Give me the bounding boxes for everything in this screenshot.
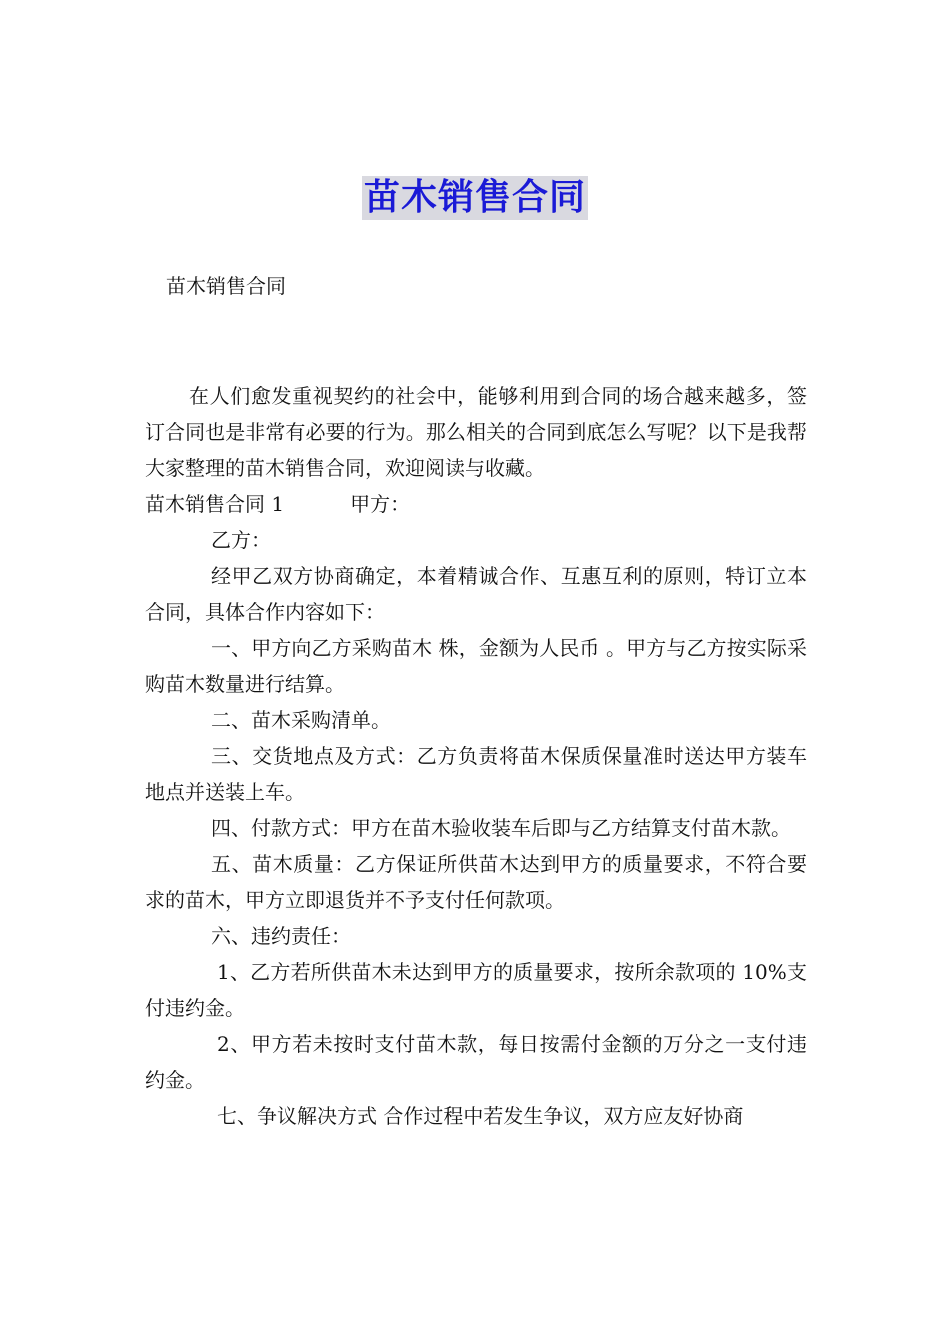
party-a-label: 甲方： xyxy=(350,492,411,516)
clause-paragraph: 三、交货地点及方式：乙方负责将苗木保质保量准时送达甲方装车地点并送装上车。 xyxy=(145,744,807,804)
title-container xyxy=(0,176,950,220)
clause-paragraph: 一、甲方向乙方采购苗木 株，金额为人民币 。甲方与乙方按实际采购苗木数量进行结算。 xyxy=(145,636,807,696)
clause-paragraph: 1、乙方若所供苗木未达到甲方的质量要求，按所余款项的 10%支付违约金。 xyxy=(145,960,807,1020)
intro-paragraph: 在人们愈发重视契约的社会中，能够利用到合同的场合越来越多，签订合同也是非常有必要的行为。那么相关的合同到底怎么写呢？以下是我帮大家整理的苗木销售合同，欢迎阅读与收藏。 xyxy=(145,384,807,480)
clause-paragraph: 六、违约责任： xyxy=(211,924,351,948)
clause-paragraph: 二、苗木采购清单。 xyxy=(211,708,391,732)
document-subtitle: 苗木销售合同 xyxy=(166,274,286,298)
contract-heading: 苗木销售合同 1 xyxy=(145,492,285,516)
party-b-label: 乙方： xyxy=(211,528,271,552)
clause-paragraph: 2、甲方若未按时支付苗木款，每日按需付金额的万分之一支付违约金。 xyxy=(145,1032,807,1092)
contract-heading-line xyxy=(145,486,807,522)
clause-paragraph: 四、付款方式：甲方在苗木验收装车后即与乙方结算支付苗木款。 xyxy=(211,816,791,840)
clause-paragraph: 七、争议解决方式 合作过程中若发生争议，双方应友好协商 xyxy=(217,1104,744,1128)
document-title: 苗木销售合同 xyxy=(363,177,586,218)
clause-paragraph: 五、苗木质量：乙方保证所供苗木达到甲方的质量要求，不符合要求的苗木，甲方立即退货并不予支付任何款项。 xyxy=(145,852,807,912)
document-body xyxy=(145,378,807,1134)
clause-paragraph: 经甲乙双方协商确定，本着精诚合作、互惠互利的原则，特订立本合同，具体合作内容如下： xyxy=(145,564,807,624)
